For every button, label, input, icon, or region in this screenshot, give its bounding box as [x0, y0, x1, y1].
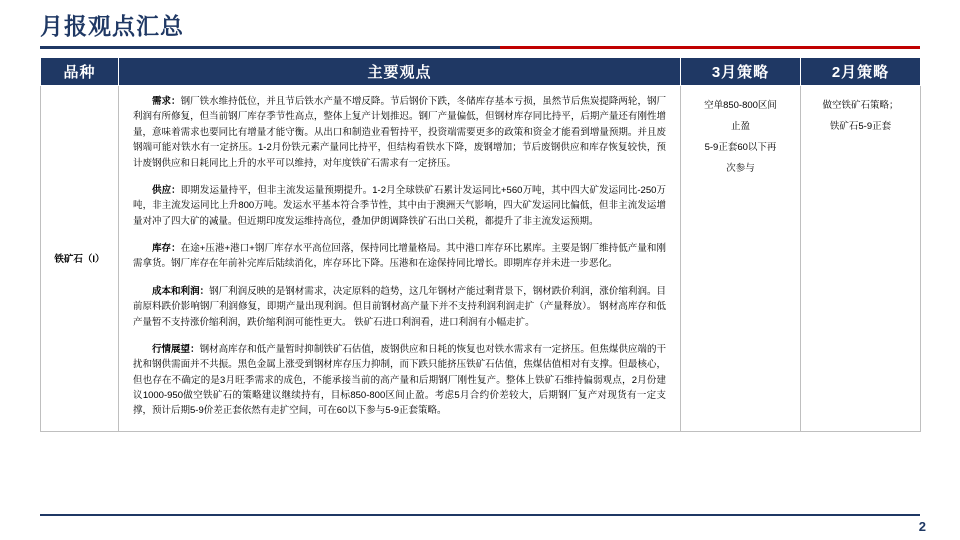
- paragraph-outlook-lead: 行情展望：: [152, 343, 200, 355]
- paragraph-inventory-text: 在途+压港+港口+钢厂库存水平高位回落，保持同比增量格局。其中港口库存环比累库。主要是钢厂维持低产量和刚需拿货。钢厂库存在年前补完库后陆续消化，库存环比下降。压港和在途保持同比增长。即期库存并未进一步恶化。: [133, 243, 666, 270]
- march-strategy-line-2: 止盈: [730, 121, 750, 132]
- paragraph-supply: [133, 183, 666, 229]
- summary-table: [40, 57, 921, 432]
- page-number: 2: [918, 519, 926, 534]
- column-header-february-strategy: 2月策略: [801, 58, 921, 86]
- title-divider: [40, 46, 920, 49]
- column-header-main-view: 主要观点: [119, 58, 681, 86]
- march-strategy-line-4: 次参与: [726, 163, 755, 174]
- paragraph-demand: [133, 94, 666, 171]
- footer-divider: [40, 514, 920, 516]
- february-strategy-line-2: 铁矿石5-9正套: [829, 121, 892, 132]
- paragraph-demand-lead: 需求：: [152, 96, 181, 107]
- cell-main-view: [119, 86, 681, 432]
- paragraph-cost-profit-text: 钢厂利润反映的是钢材需求，决定原料的趋势，这几年钢材产能过剩背景下，钢材跌价利润，涨价缩利润。目前原料跌价影响钢厂利润修复，即期产量出现利润。但目前钢材高产量下并不支持利润利润走扩（产量释放）。 钢材高库存和低产量暂不支持涨价缩利润，跌价缩利润可能性更大。 铁矿石进口利润看，进口利润有小幅走扩。: [133, 285, 666, 328]
- column-header-variety: 品种: [41, 58, 119, 86]
- table-header-row: [41, 58, 921, 86]
- paragraph-cost-profit-lead: 成本和利润：: [152, 285, 210, 297]
- paragraph-inventory: [133, 241, 666, 272]
- table-row: [41, 86, 921, 432]
- paragraph-outlook: [133, 342, 666, 419]
- paragraph-supply-lead: 供应：: [152, 184, 181, 196]
- paragraph-outlook-text: 钢材高库存和低产量暂时抑制铁矿石估值，废钢供应和日耗的恢复也对铁水需求有一定挤压。但焦煤供应端的干扰和钢供需面并不共振。黑色金属上涨受到钢材库存压力抑制，而下跌只能挤压铁矿石估值，焦煤估值相对有支撑。但最核心，但也存在不确定的是3月旺季需求的成色，不能承接当前的高产量和后期钢厂刚性复产。整体上铁矿石维持偏弱观点，2月份建议1000-950做空铁矿石的策略建议继续持有，目标850-800区间止盈。考虑5月合约价差较大，后期钢厂复产对现货有一定支撑，预计后期5-9价差正套依然有走扩空间，可在60以下参与5-9正套策略。: [133, 343, 666, 417]
- paragraph-supply-text: 即期发运量持平，但非主流发运量预期提升。1-2月全球铁矿石累计发运同比+560万吨，其中四大矿发运同比-250万吨，非主流发运同比上升800万吨。发运水平基本符合季节性，其中由于澳洲天气影响，四大矿发运同比偏低，但非主流发运增量对冲了四大矿的减量。但近期印度发运维持高位，叠加伊朗调降铁矿石出口关税，都提升了非主流发运预期。: [133, 184, 666, 227]
- cell-february-strategy: [801, 86, 921, 432]
- title-divider-red: [500, 46, 920, 49]
- paragraph-cost-profit: [133, 284, 666, 330]
- cell-variety: 铁矿石（I）: [41, 86, 119, 432]
- page-title: 月报观点汇总: [40, 13, 184, 39]
- march-strategy-line-3: 5-9正套60以下再: [704, 142, 777, 153]
- paragraph-demand-text: 钢厂铁水维持低位，并且节后铁水产量不增反降。节后钢价下跌，冬储库存基本亏损，虽然节后焦炭提降两轮，钢厂利润有所修复，但当前钢厂库存季节性高点，整体上复产计划推迟。钢厂产量偏低，但钢材库存同比持平，后期产量还有刚性增量，意味着需求也要同比有增量才能守衡。从出口和制造业看暂持平，投资端需要更多的政策和资金才能看到增量预期。并且废钢端可能对铁水有一定挤压。1-2月份铁元素产量同比持平，但结构看铁水下降，废钢增加；节后废钢供应和库存恢复较快，预计废钢供应和日耗同比上升的水平可以维持，对年度铁矿石需求有一定挤压。: [133, 96, 666, 169]
- column-header-march-strategy: 3月策略: [681, 58, 801, 86]
- title-divider-blue: [40, 46, 500, 49]
- title-bar: [40, 14, 920, 45]
- paragraph-inventory-lead: 库存：: [152, 243, 181, 254]
- march-strategy-line-1: 空单850-800区间: [704, 100, 777, 111]
- february-strategy-line-1: 做空铁矿石策略；: [822, 100, 899, 111]
- cell-march-strategy: [681, 86, 801, 432]
